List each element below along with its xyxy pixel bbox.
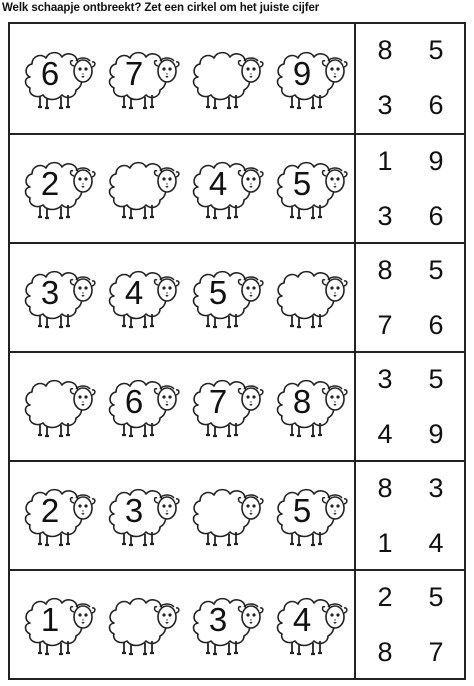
answer-choices	[354, 353, 464, 460]
sheep-icon	[106, 266, 180, 330]
answer-option[interactable]: 3	[428, 473, 444, 503]
sheep-icon	[106, 157, 180, 221]
answer-choices	[354, 571, 464, 678]
sheep-icon	[106, 593, 180, 657]
exercise-row	[10, 242, 464, 351]
sheep-number: 4	[292, 600, 312, 638]
answer-option[interactable]: 5	[428, 35, 444, 65]
sheep-sequence	[10, 353, 354, 460]
sheep-icon	[190, 266, 264, 330]
sheep-icon	[22, 157, 96, 221]
answer-option[interactable]: 8	[377, 35, 393, 65]
sheep-number: 6	[40, 54, 60, 92]
sheep-icon	[190, 375, 264, 439]
sheep-number: 3	[208, 600, 228, 638]
answer-option[interactable]: 5	[428, 364, 444, 394]
answer-option[interactable]: 8	[377, 473, 393, 503]
answer-option[interactable]: 3	[377, 201, 393, 231]
answer-choices	[354, 244, 464, 351]
answer-option[interactable]: 1	[377, 528, 393, 558]
sheep-number: 8	[292, 382, 312, 420]
sheep-icon	[106, 375, 180, 439]
answer-option[interactable]: 4	[377, 419, 393, 449]
sheep-icon	[22, 593, 96, 657]
answer-option[interactable]: 9	[428, 146, 444, 176]
answer-option[interactable]: 7	[428, 637, 444, 667]
sheep-drawing	[190, 484, 264, 548]
sheep-sequence	[10, 571, 354, 678]
sheep-drawing	[22, 375, 96, 439]
sheep-number: 5	[292, 164, 312, 202]
sheep-icon	[106, 484, 180, 548]
sheep-icon	[22, 266, 96, 330]
answer-option[interactable]: 3	[377, 364, 393, 394]
sheep-number: 3	[124, 491, 144, 529]
sheep-icon	[106, 47, 180, 111]
sheep-icon	[274, 47, 348, 111]
answer-option[interactable]: 6	[428, 201, 444, 231]
sheep-number: 2	[40, 491, 60, 529]
exercise-row	[10, 569, 464, 678]
sheep-icon	[274, 375, 348, 439]
sheep-icon	[190, 484, 264, 548]
answer-choices	[354, 462, 464, 569]
sheep-icon	[22, 484, 96, 548]
sheep-icon	[190, 157, 264, 221]
sheep-sequence	[10, 462, 354, 569]
answer-option[interactable]: 5	[428, 582, 444, 612]
sheep-icon	[274, 266, 348, 330]
sheep-icon	[274, 593, 348, 657]
sheep-number: 7	[208, 382, 228, 420]
sheep-drawing	[106, 593, 180, 657]
sheep-number: 9	[292, 54, 312, 92]
sheep-icon	[274, 157, 348, 221]
sheep-number: 5	[292, 491, 312, 529]
sheep-icon	[190, 593, 264, 657]
answer-option[interactable]: 9	[428, 419, 444, 449]
answer-option[interactable]: 2	[377, 582, 393, 612]
worksheet-title: Welk schaapje ontbreekt? Zet een cirkel om het juiste cijfer	[2, 2, 320, 14]
answer-option[interactable]: 7	[377, 310, 393, 340]
sheep-drawing	[106, 157, 180, 221]
sheep-number: 4	[208, 164, 228, 202]
answer-choices	[354, 135, 464, 242]
sheep-icon	[274, 484, 348, 548]
answer-option[interactable]: 4	[428, 528, 444, 558]
answer-option[interactable]: 8	[377, 637, 393, 667]
exercise-row	[10, 460, 464, 569]
answer-option[interactable]: 3	[377, 90, 393, 120]
answer-option[interactable]: 1	[377, 146, 393, 176]
sheep-number: 6	[124, 382, 144, 420]
answer-choices	[354, 24, 464, 133]
sheep-sequence	[10, 24, 354, 133]
sheep-sequence	[10, 244, 354, 351]
sheep-number: 7	[124, 54, 144, 92]
sheep-drawing	[274, 266, 348, 330]
sheep-number: 1	[40, 600, 60, 638]
answer-option[interactable]: 8	[377, 255, 393, 285]
sheep-drawing	[190, 47, 264, 111]
sheep-number: 3	[40, 273, 60, 311]
sheep-sequence	[10, 135, 354, 242]
sheep-icon	[22, 375, 96, 439]
sheep-icon	[22, 47, 96, 111]
exercise-row	[10, 351, 464, 460]
sheep-number: 4	[124, 273, 144, 311]
sheep-number: 2	[40, 164, 60, 202]
answer-option[interactable]: 5	[428, 255, 444, 285]
worksheet-grid	[8, 22, 466, 680]
exercise-row	[10, 133, 464, 242]
answer-option[interactable]: 6	[428, 90, 444, 120]
exercise-row	[10, 24, 464, 133]
answer-option[interactable]: 6	[428, 310, 444, 340]
sheep-icon	[190, 47, 264, 111]
sheep-number: 5	[208, 273, 228, 311]
